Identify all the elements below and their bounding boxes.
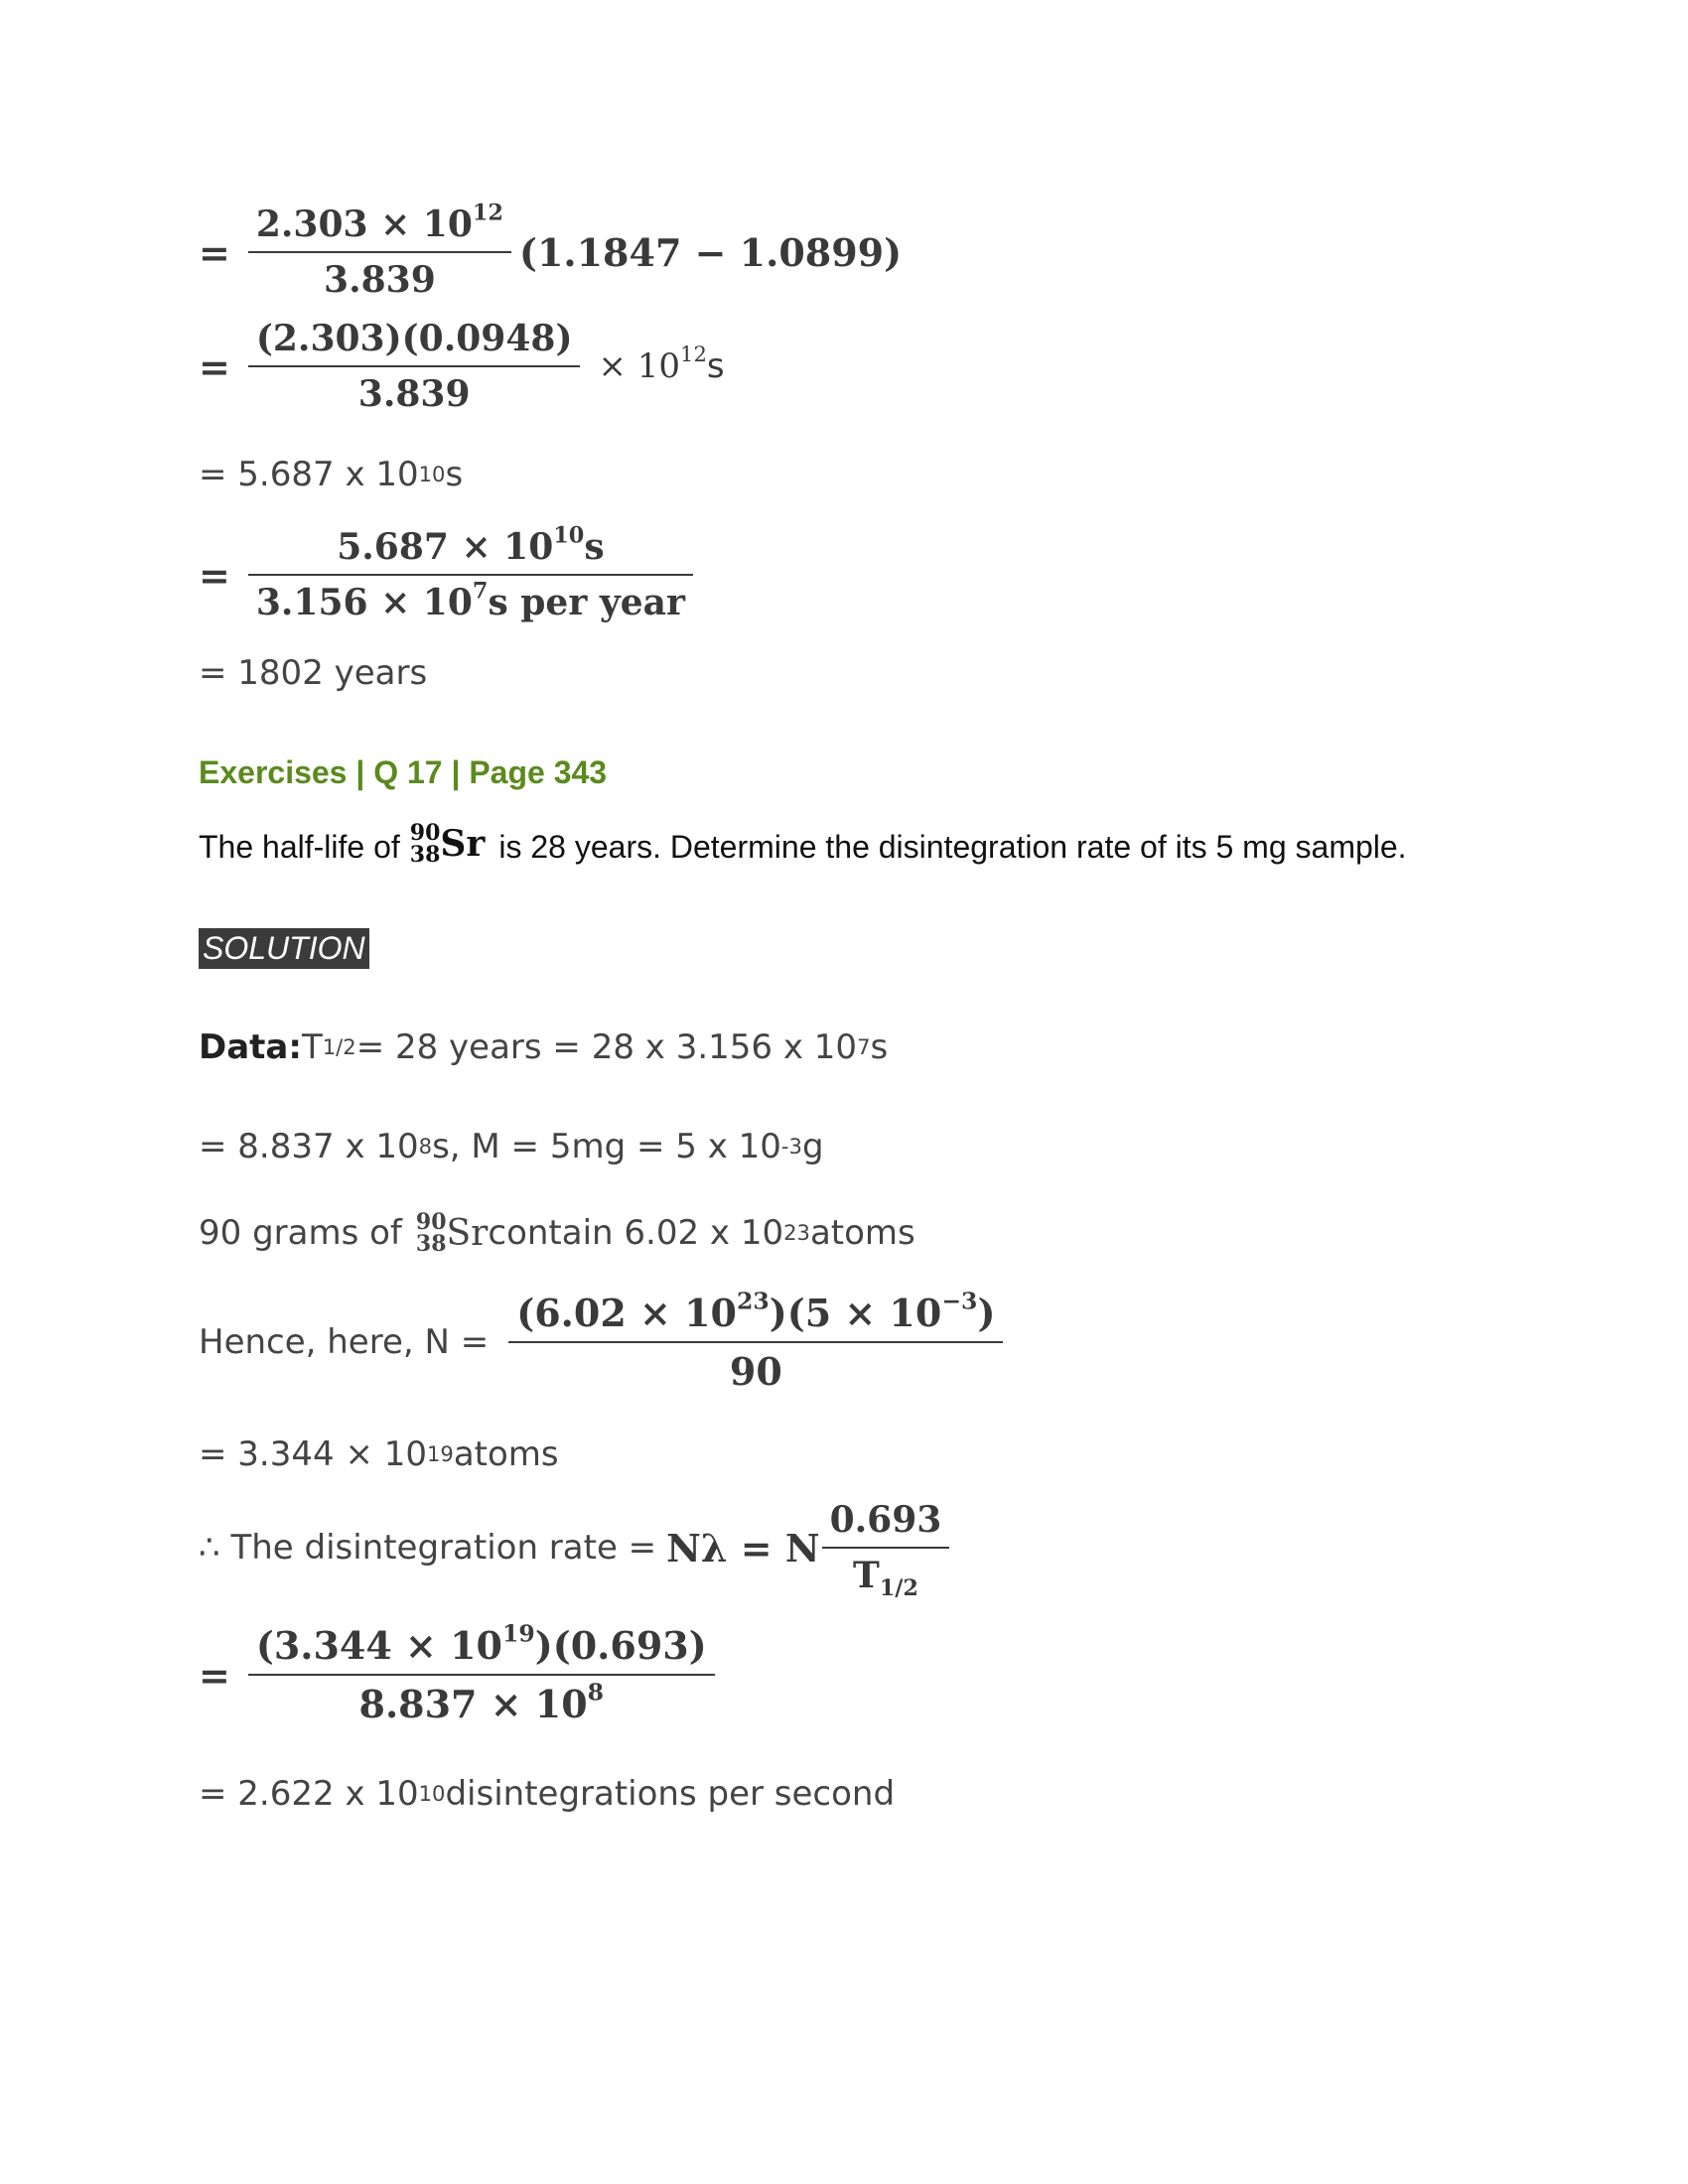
result-text: = 2.622 x 10	[199, 1774, 419, 1814]
exponent: 10	[553, 522, 585, 549]
fraction	[248, 200, 511, 301]
unit: atoms	[453, 1434, 559, 1474]
fraction	[248, 522, 693, 623]
exponent: 19	[502, 1619, 535, 1648]
rate-label: ∴ The disintegration rate =	[199, 1528, 657, 1568]
fraction	[822, 1499, 950, 1601]
half-life-seconds: = 8.837 x 10	[199, 1127, 419, 1166]
numerator: 0.693	[829, 1499, 942, 1541]
exponent: 7	[472, 578, 489, 605]
solution-n-equation	[199, 1287, 1011, 1394]
solution-data-line3: 90 grams of 90 38 Sr contain 6.02 x 10 23 atoms	[199, 1209, 915, 1257]
solution-rate-substitution	[199, 1619, 723, 1726]
exponent: −3	[941, 1287, 978, 1315]
step4-equation	[199, 522, 701, 623]
solution-data-line2: = 8.837 x 10 8 s, M = 5mg = 5 x 10 -3 g	[199, 1127, 824, 1166]
mass-value: s, M = 5mg = 5 x 10	[432, 1127, 781, 1166]
fraction	[508, 1287, 1003, 1394]
equals-sign: =	[199, 343, 230, 389]
exponent: 23	[736, 1287, 770, 1315]
denominator: 8.837 × 10	[358, 1682, 588, 1726]
fraction	[248, 318, 581, 415]
denominator: 3.156 × 10	[255, 582, 473, 623]
numerator: )(0.693)	[534, 1623, 707, 1668]
element-symbol: Sr	[446, 1212, 489, 1254]
exercise-heading: Exercises | Q 17 | Page 343	[199, 754, 608, 790]
result-text: = 3.344 × 10	[199, 1434, 427, 1474]
rate-expression: Nλ = N	[666, 1525, 820, 1570]
numerator: (6.02 × 10	[516, 1291, 737, 1335]
exponent: 12	[472, 200, 503, 226]
equals-sign: =	[199, 552, 230, 598]
numerator: (2.303)(0.0948)	[255, 318, 573, 359]
denominator: 3.839	[357, 373, 471, 415]
fraction	[248, 1619, 715, 1726]
grams-text: 90 grams of	[199, 1213, 402, 1253]
solution-rate-formula	[199, 1499, 957, 1601]
mass-number: 90	[415, 1209, 447, 1235]
atomic-number: 38	[409, 842, 441, 868]
times-ten: × 10	[598, 346, 681, 386]
mass-number: 90	[409, 820, 441, 846]
unit: g	[801, 1127, 824, 1166]
nuclide-sr90	[410, 822, 486, 866]
question-text	[199, 822, 1407, 866]
unit: atoms	[809, 1213, 915, 1253]
numerator: )	[977, 1291, 996, 1335]
denominator: 3.839	[324, 259, 436, 301]
step5-result: = 1802 years	[199, 653, 428, 693]
step1-equation	[199, 200, 903, 301]
nuclide-sr90	[416, 1211, 489, 1255]
denominator: T	[852, 1555, 880, 1596]
solution-label: SOLUTION	[199, 928, 369, 969]
solution-final-answer: = 2.622 x 10 10 disintegrations per second	[199, 1774, 896, 1814]
solution-data-line1: Data: T 1/2 = 28 years = 28 x 3.156 x 10 7 s	[199, 1027, 889, 1067]
exponent: 8	[587, 1678, 605, 1706]
unit: disintegrations per second	[445, 1774, 896, 1814]
unit: s	[706, 346, 725, 386]
equals-sign: =	[199, 229, 230, 275]
atomic-number: 38	[415, 1231, 447, 1257]
subscript: 1/2	[879, 1574, 918, 1601]
question-text-b: is 28 years. Determine the disintegration rate of its 5 mg sample.	[498, 829, 1407, 865]
unit: s	[870, 1027, 889, 1067]
question-text-a: The half-life of	[199, 829, 400, 865]
unit: s	[584, 526, 605, 568]
unit: s per year	[488, 582, 685, 623]
numerator: 2.303 × 10	[255, 204, 473, 245]
unit: s	[445, 455, 464, 494]
denominator: 90	[729, 1349, 782, 1394]
half-life-value: = 28 years = 28 x 3.156 x 10	[355, 1027, 858, 1067]
equals-sign: =	[199, 1652, 230, 1698]
solution-n-result: = 3.344 × 10 19 atoms	[199, 1434, 559, 1474]
step1-tail: (1.1847 − 1.0899)	[518, 229, 903, 275]
numerator: 5.687 × 10	[337, 526, 554, 568]
n-label: Hence, here, N =	[199, 1322, 490, 1362]
result-text: = 5.687 x 10	[199, 455, 419, 494]
step3-result: = 5.687 x 10 10 s	[199, 455, 464, 494]
numerator: )(5 × 10	[769, 1291, 942, 1335]
numerator: (3.344 × 10	[255, 1623, 502, 1668]
half-life-symbol: T	[301, 1027, 323, 1067]
atoms-text: contain 6.02 x 10	[488, 1213, 784, 1253]
data-label: Data:	[199, 1027, 302, 1067]
exponent: 12	[680, 341, 707, 367]
step2-equation	[199, 318, 725, 415]
element-symbol: Sr	[440, 823, 486, 865]
